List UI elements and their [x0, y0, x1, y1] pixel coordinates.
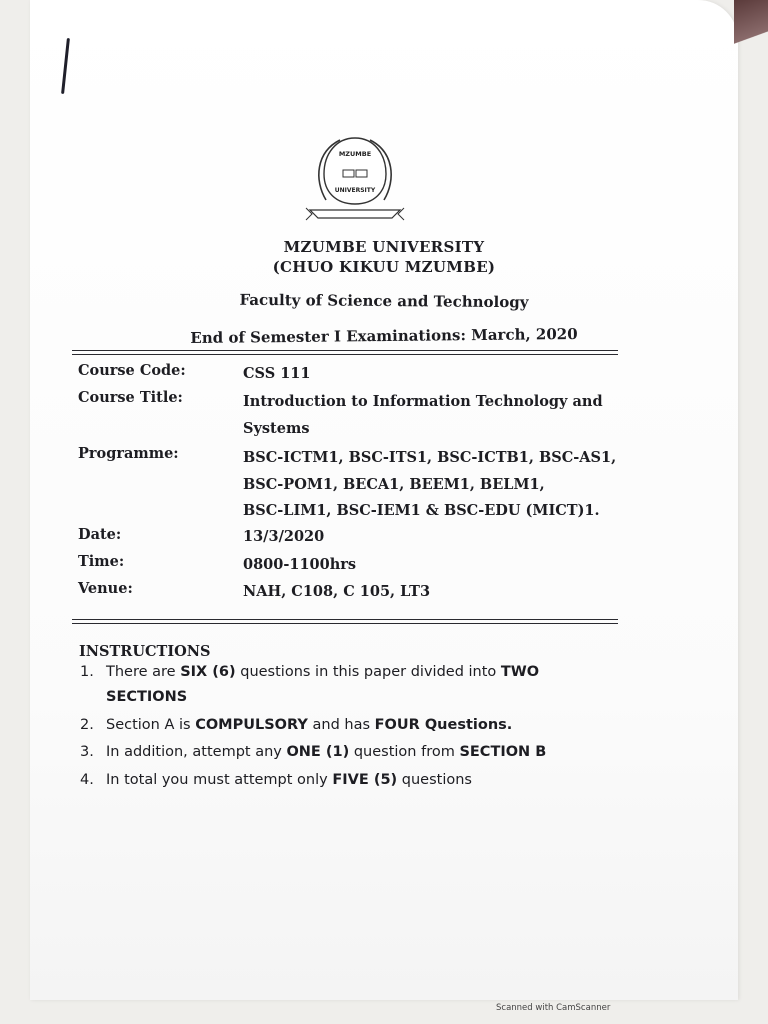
- instruction-text: questions in this paper divided into: [235, 664, 501, 680]
- instruction-text: In addition, attempt any: [106, 744, 287, 760]
- faculty-name: Faculty of Science and Technology: [239, 290, 529, 312]
- crest-bottom-text: UNIVERSITY: [334, 187, 376, 194]
- instruction-text: In total you must attempt only: [106, 772, 333, 788]
- instruction-emphasis: COMPULSORY: [195, 717, 308, 733]
- time-value: 0800-1100hrs: [243, 556, 357, 573]
- instruction-emphasis: SECTIONS: [106, 689, 188, 705]
- programme-label: Programme:: [78, 445, 179, 462]
- instruction-number: 1.: [80, 664, 94, 680]
- bottom-double-rule: [72, 619, 618, 620]
- university-name-swahili: (CHUO KIKUU MZUMBE): [272, 258, 496, 276]
- instruction-item-1-continued: [106, 689, 187, 705]
- instruction-text: and has: [307, 717, 375, 733]
- venue-value: NAH, C108, C 105, LT3: [243, 583, 431, 600]
- instruction-text: questions: [397, 772, 472, 788]
- instructions-title: INSTRUCTIONS: [79, 643, 211, 660]
- top-double-rule: [72, 350, 618, 351]
- instruction-emphasis: SECTION B: [459, 744, 547, 760]
- course-title-label: Course Title:: [78, 389, 183, 406]
- instruction-emphasis: TWO: [500, 664, 540, 680]
- bottom-double-rule: [72, 623, 618, 624]
- instruction-emphasis: FOUR Questions.: [374, 717, 513, 733]
- programme-line1: BSC-ICTM1, BSC-ITS1, BSC-ICTB1, BSC-AS1,: [243, 449, 617, 466]
- programme-line3: BSC-LIM1, BSC-IEM1 & BSC-EDU (MICT)1.: [243, 502, 600, 519]
- date-label: Date:: [78, 526, 122, 543]
- instruction-item-3: [80, 744, 546, 760]
- course-code-value: CSS 111: [243, 365, 311, 382]
- university-name: MZUMBE UNIVERSITY: [283, 238, 485, 256]
- instruction-text: question from: [349, 744, 460, 760]
- date-value: 13/3/2020: [243, 528, 325, 545]
- instruction-number: 4.: [80, 772, 94, 788]
- venue-label: Venue:: [78, 580, 133, 597]
- instruction-number: 2.: [80, 717, 94, 733]
- exam-title: End of Semester I Examinations: March, 2020: [190, 324, 578, 348]
- instruction-emphasis: ONE (1): [286, 744, 350, 760]
- instruction-item-2: [80, 717, 512, 733]
- instruction-text: Section A is: [106, 717, 196, 733]
- instruction-item-4: [80, 772, 472, 788]
- scanner-watermark: Scanned with CamScanner: [496, 1003, 611, 1013]
- instruction-item-1: [80, 664, 539, 680]
- university-crest-icon: [304, 130, 406, 226]
- background-edge: [734, 0, 768, 60]
- crest-top-text: MZUMBE: [338, 150, 372, 158]
- time-label: Time:: [78, 553, 125, 570]
- top-double-rule: [72, 354, 618, 355]
- instruction-text: There are: [106, 664, 181, 680]
- instruction-number: 3.: [80, 744, 94, 760]
- instruction-emphasis: SIX (6): [180, 664, 236, 680]
- course-title-line2: Systems: [243, 420, 310, 437]
- course-code-label: Course Code:: [78, 362, 186, 379]
- course-title-line1: Introduction to Information Technology and: [243, 393, 603, 410]
- instruction-emphasis: FIVE (5): [332, 772, 398, 788]
- programme-line2: BSC-POM1, BECA1, BEEM1, BELM1,: [243, 476, 545, 493]
